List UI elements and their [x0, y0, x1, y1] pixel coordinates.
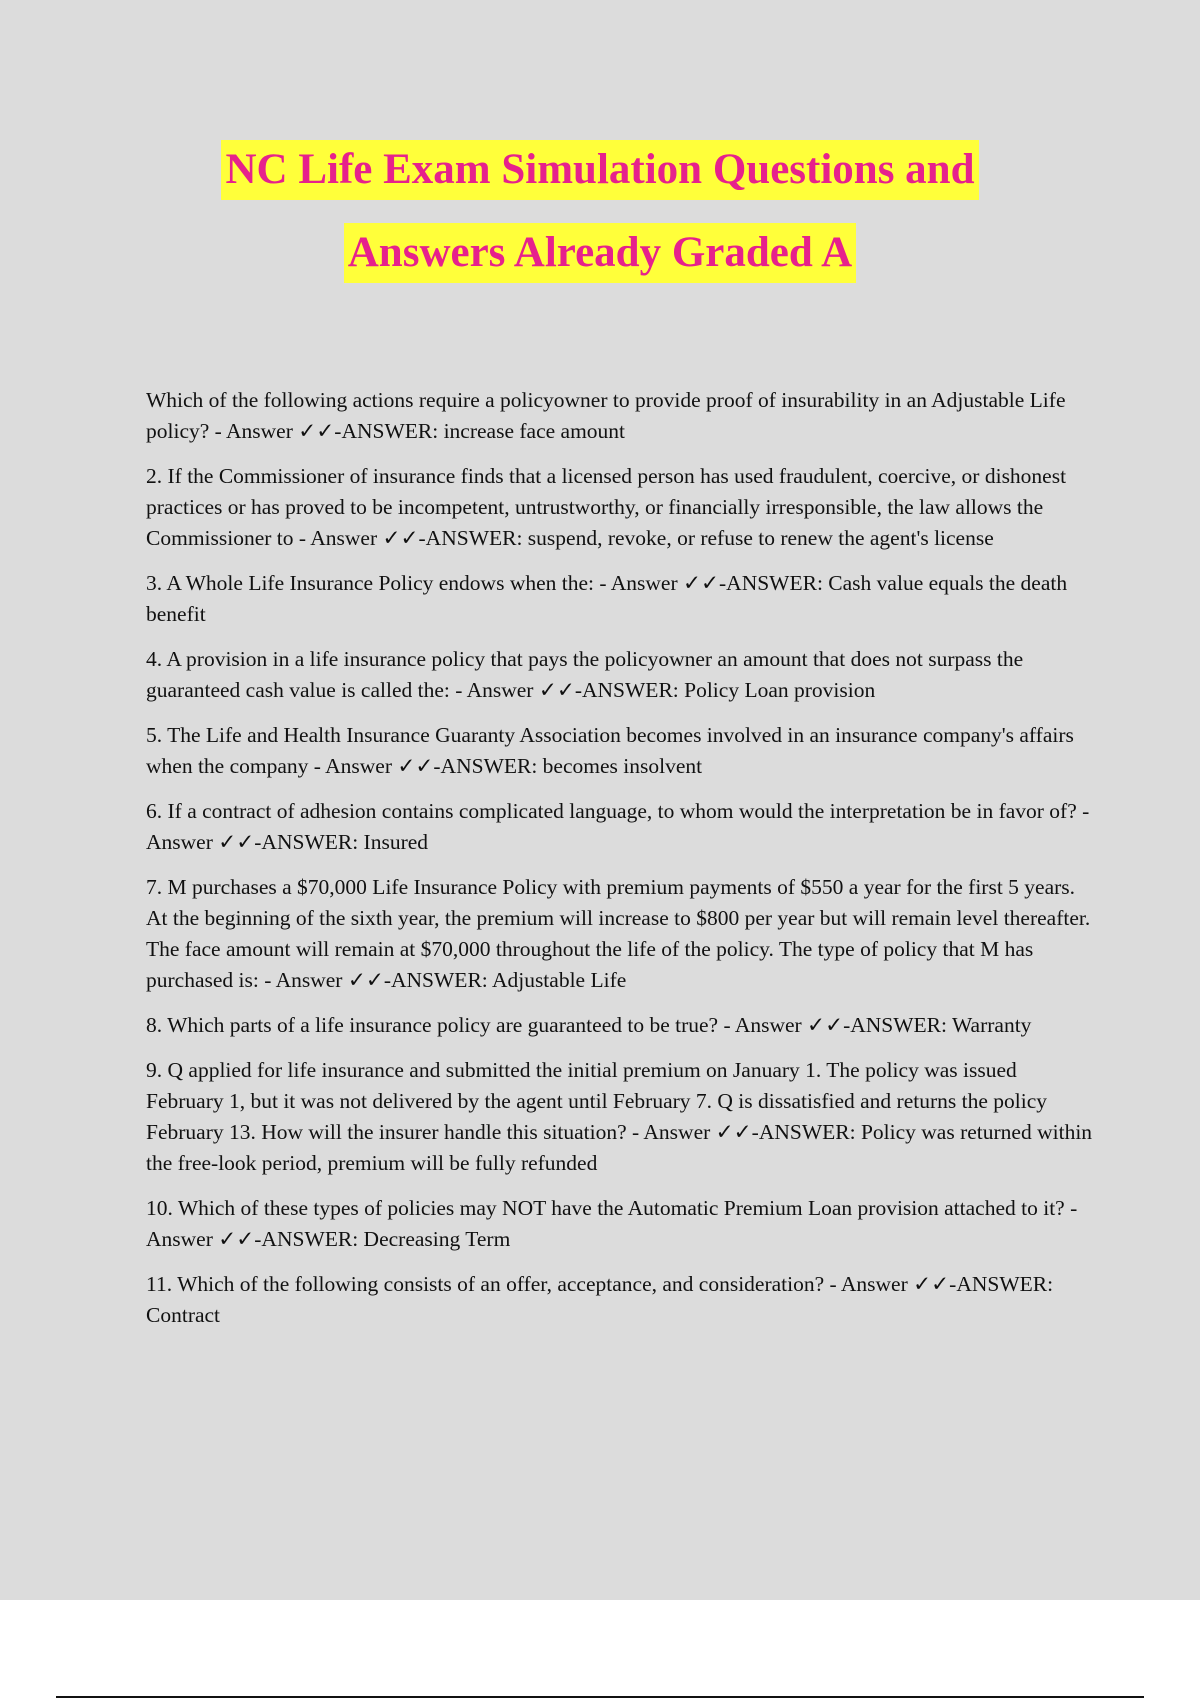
- qa-item-5: 5. The Life and Health Insurance Guaranty Association becomes involved in an insurance company's affairs when the company - Answer ✓✓-ANSWER: becomes insolvent: [146, 723, 1074, 778]
- qa-item-9: 9. Q applied for life insurance and submitted the initial premium on January 1. The policy was issued February 1, but it was not delivered by the agent until February 7. Q is dissatisfied and returns the policy February 13. How will the insurer handle this situation? - Answer ✓✓-ANSWER: Policy was returned within the free-look period, premium will be fully refunded: [146, 1058, 1093, 1175]
- qa-item-10: 10. Which of these types of policies may NOT have the Automatic Premium Loan provision attached to it? - Answer ✓✓-ANSWER: Decreasing Term: [146, 1196, 1078, 1251]
- qa-list: [146, 385, 1096, 1345]
- qa-item-11: 11. Which of the following consists of an offer, acceptance, and consideration? - Answer ✓✓-ANSWER: Contract: [146, 1272, 1054, 1327]
- qa-item-6: 6. If a contract of adhesion contains complicated language, to whom would the interpretation be in favor of? - Answer ✓✓-ANSWER: Insured: [146, 799, 1090, 854]
- qa-item-1: Which of the following actions require a policyowner to provide proof of insurability in an Adjustable Life policy? - Answer ✓✓-ANSWER: increase face amount: [146, 388, 1066, 443]
- qa-item-3: 3. A Whole Life Insurance Policy endows when the: - Answer ✓✓-ANSWER: Cash value equals the death benefit: [146, 571, 1068, 626]
- title-line-1: NC Life Exam Simulation Questions and: [221, 140, 978, 200]
- qa-item-2: 2. If the Commissioner of insurance finds that a licensed person has used fraudulent, coercive, or dishonest practices or has proved to be incompetent, untrustworthy, or financially irresponsible, the law allows the Commissioner to - Answer ✓✓-ANSWER: suspend, revoke, or refuse to renew the agent's license: [146, 464, 1067, 550]
- document-title: [0, 140, 1200, 283]
- qa-item-8: 8. Which parts of a life insurance policy are guaranteed to be true? - Answer ✓✓-ANSWER: Warranty: [146, 1013, 1032, 1037]
- title-line-2: Answers Already Graded A: [344, 223, 856, 283]
- qa-item-7: 7. M purchases a $70,000 Life Insurance Policy with premium payments of $550 a year for the first 5 years. At the beginning of the sixth year, the premium will increase to $800 per year but will remain level thereafter. The face amount will remain at $70,000 throughout the life of the policy. The type of policy that M has purchased is: - Answer ✓✓-ANSWER: Adjustable Life: [146, 875, 1091, 992]
- qa-item-4: 4. A provision in a life insurance policy that pays the policyowner an amount that does not surpass the guaranteed cash value is called the: - Answer ✓✓-ANSWER: Policy Loan provision: [146, 647, 1024, 702]
- footer-divider: [56, 1696, 1144, 1698]
